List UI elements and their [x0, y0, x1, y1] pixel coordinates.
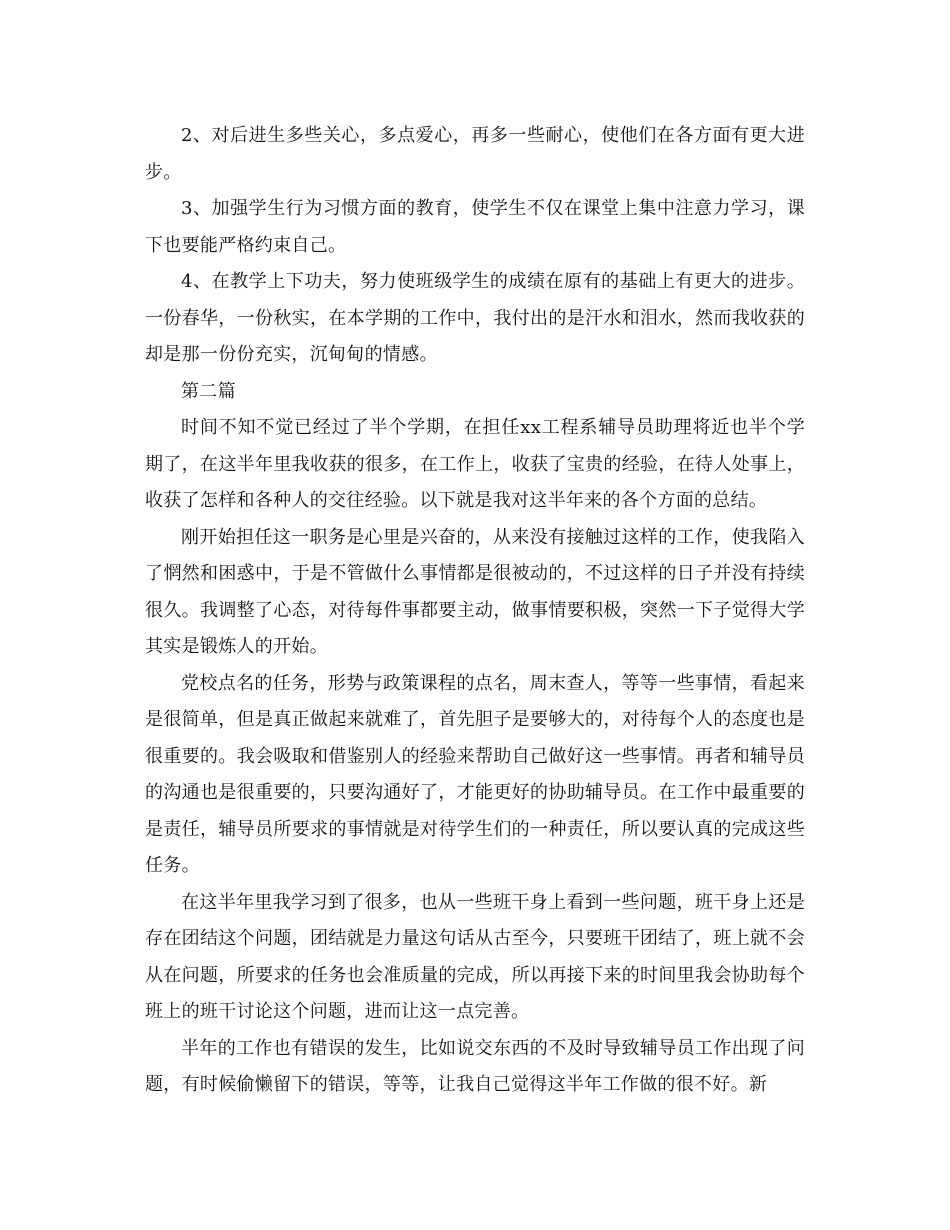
document-body — [145, 118, 805, 1104]
paragraph-intro: 时间不知不觉已经过了半个学期，在担任xx工程系辅导员助理将近也半个学期了，在这半年里我收获的很多，在工作上，收获了宝贵的经验，在待人处事上，收获了怎样和各种人的交往经验。以下就是我对这半年来的各个方面的总结。 — [145, 417, 805, 511]
paragraph-tasks: 党校点名的任务，形势与政策课程的点名，周末查人，等等一些事情，看起来是很简单，但是真正做起来就难了，首先胆子是要够大的，对待每个人的态度也是很重要的。我会吸取和借鉴别人的经验来帮助自己做好这一些事情。再者和辅导员的沟通也是很重要的，只要沟通好了，才能更好的协助辅导员。在工作中最重要的是责任，辅导员所要求的事情就是对待学生们的一种责任，所以要认真的完成这些任务。 — [145, 672, 805, 876]
paragraph-item-4: 4、在教学上下功夫，努力使班级学生的成绩在原有的基础上有更大的进步。一份春华，一份秋实，在本学期的工作中，我付出的是汗水和泪水，然而我收获的却是那一份份充实，沉甸甸的情感。 — [145, 271, 805, 365]
paragraph-learning: 在这半年里我学习到了很多，也从一些班干身上看到一些问题，班干身上还是存在团结这个问题，团结就是力量这句话从古至今，只要班干团结了，班上就不会从在问题，所要求的任务也会准质量的完成，所以再接下来的时间里我会协助每个班上的班干讨论这个问题，进而让这一点完善。 — [145, 891, 805, 1022]
paragraph-item-3: 3、加强学生行为习惯方面的教育，使学生不仅在课堂上集中注意力学习，课下也要能严格约束自己。 — [145, 198, 805, 256]
section-heading: 第二篇 — [181, 380, 236, 402]
paragraph-item-2: 2、对后进生多些关心，多点爱心，再多一些耐心，使他们在各方面有更大进步。 — [145, 125, 805, 183]
paragraph-start: 刚开始担任这一职务是心里是兴奋的，从来没有接触过这样的工作，使我陷入了惘然和困惑中，于是不管做什么事情都是很被动的，不过这样的日子并没有持续很久。我调整了心态，对待每件事都要主动，做事情要积极，突然一下子觉得大学其实是锻炼人的开始。 — [145, 526, 805, 657]
paragraph-mistakes: 半年的工作也有错误的发生，比如说交东西的不及时导致辅导员工作出现了问题，有时候偷懒留下的错误，等等，让我自己觉得这半年工作做的很不好。新 — [145, 1037, 805, 1095]
